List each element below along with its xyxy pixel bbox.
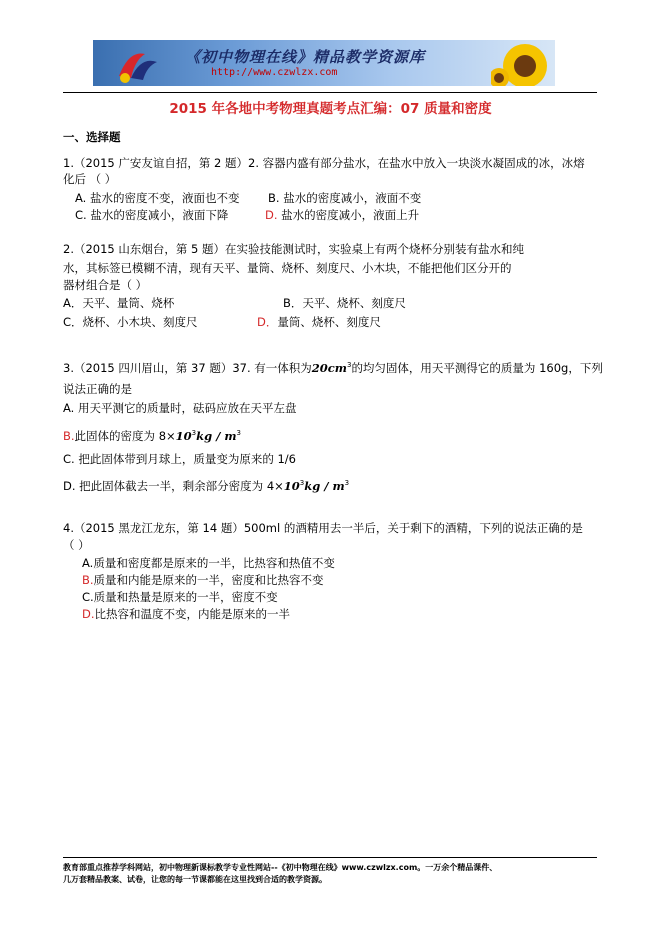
q3-option-b-letter: B. bbox=[63, 428, 75, 443]
q3-option-d-unit: kg / m bbox=[304, 478, 345, 493]
q1-option-b: B. 盐水的密度减小，液面不变 bbox=[268, 191, 422, 205]
q1-option-c: C. 盐水的密度减小，液面下降 bbox=[75, 208, 229, 222]
q3-volume-exponent: 3 bbox=[346, 361, 352, 369]
footer-line-1: 教育部重点推荐学科网站，初中物理新课标教学专业性网站--《初中物理在线》www.czwlzx.com。一万余个精品课件、 bbox=[63, 863, 498, 872]
header-rule bbox=[63, 92, 597, 93]
q3-option-d-text: D. 把此固体截去一半，剩余部分密度为 4× bbox=[63, 478, 284, 493]
q4-option-b bbox=[82, 572, 324, 588]
q1-option-a: A. 盐水的密度不变，液面也不变 bbox=[75, 191, 240, 205]
q3-volume-value: 20cm bbox=[311, 360, 347, 375]
q3-stem-line1 bbox=[63, 357, 603, 376]
banner-url: http://www.czwlzx.com bbox=[211, 67, 338, 78]
q3-option-b-exponent: 3 bbox=[191, 429, 197, 437]
q3-option-d bbox=[63, 475, 349, 494]
q2-option-d-letter: D． bbox=[257, 315, 278, 329]
q4-option-b-letter: B. bbox=[82, 573, 94, 587]
document-title: 2015 年各地中考物理真题考点汇编：07 质量和密度 bbox=[169, 101, 492, 117]
q1-option-d-text: 盐水的密度减小，液面上升 bbox=[281, 208, 420, 222]
q4-option-d-letter: D. bbox=[82, 607, 95, 621]
header-banner bbox=[93, 40, 555, 86]
section-heading: 一、选择题 bbox=[63, 130, 121, 144]
q4-stem-line1: 4.（2015 黑龙江龙东，第 14 题）500ml 的酒精用去一半后，关于剩下的酒精，下列的说法正确的是 bbox=[63, 521, 583, 535]
q3-option-c: C. 把此固体带到月球上，质量变为原来的 1/6 bbox=[63, 452, 297, 466]
q3-option-b-text: 此固体的密度为 8× bbox=[74, 428, 176, 443]
q3-option-d-exponent: 3 bbox=[299, 479, 305, 487]
q2-option-c: C．烧杯、小木块、刻度尺 bbox=[63, 315, 198, 329]
q2-option-d-text: 量筒、烧杯、刻度尺 bbox=[277, 315, 381, 329]
q2-option-a: A．天平、量筒、烧杯 bbox=[63, 296, 175, 310]
q1-stem-line2: 化后 （ ） bbox=[63, 172, 117, 186]
q3-option-b-unit: kg / m bbox=[196, 428, 237, 443]
q3-option-b-power: 10 bbox=[175, 428, 192, 443]
q3-option-d-power: 10 bbox=[283, 478, 300, 493]
q3-option-a: A. 用天平测它的质量时，砝码应放在天平左盘 bbox=[63, 401, 297, 415]
q3-stem-line2: 说法正确的是 bbox=[63, 382, 132, 396]
site-logo-icon bbox=[111, 44, 161, 84]
q3-stem-text: 3.（2015 四川眉山，第 37 题）37. 有一体积为 bbox=[63, 360, 312, 375]
q2-stem-line1: 2.（2015 山东烟台，第 5 题）在实验技能测试时，实验桌上有两个烧杯分别装有盐水和纯 bbox=[63, 242, 525, 256]
q4-stem-line2: （ ） bbox=[63, 538, 90, 552]
q3-option-b bbox=[63, 425, 241, 444]
q2-option-b: B．天平、烧杯、刻度尺 bbox=[283, 296, 406, 310]
q1-option-d-letter: D. bbox=[265, 208, 278, 222]
q3-option-b-unit-exponent: 3 bbox=[236, 429, 241, 437]
page-footer bbox=[63, 862, 497, 886]
q1-option-d bbox=[265, 207, 419, 223]
q4-option-c: C.质量和热量是原来的一半，密度不变 bbox=[82, 590, 278, 604]
q2-stem-line2: 水，其标签已模糊不清，现有天平、量筒、烧杯、刻度尺、小木块，不能把他们区分开的 bbox=[63, 261, 512, 275]
q2-option-d bbox=[257, 314, 381, 330]
banner-title: 《初中物理在线》精品教学资源库 bbox=[185, 48, 426, 66]
q4-option-d-text: 比热容和温度不变，内能是原来的一半 bbox=[94, 607, 291, 621]
footer-line-2: 几万套精品教案、试卷，让您的每一节课都能在这里找到合适的教学资源。 bbox=[63, 875, 327, 884]
q4-option-b-text: 质量和内能是原来的一半，密度和比热容不变 bbox=[93, 573, 324, 587]
q4-option-a: A.质量和密度都是原来的一半，比热容和热值不变 bbox=[82, 556, 335, 570]
q2-stem-line3: 器材组合是（ ） bbox=[63, 278, 148, 292]
q3-stem-text-end: 的均匀固体，用天平测得它的质量为 160g，下列 bbox=[351, 360, 603, 375]
q4-option-d bbox=[82, 606, 290, 622]
q3-option-d-unit-exponent: 3 bbox=[344, 479, 350, 487]
q1-stem-line1: 1.（2015 广安友谊自招，第 2 题）2. 容器内盛有部分盐水，在盐水中放入一块淡水凝固成的冰，冰熔 bbox=[63, 156, 585, 170]
footer-rule bbox=[63, 857, 597, 858]
sunflower-icon bbox=[491, 40, 555, 86]
